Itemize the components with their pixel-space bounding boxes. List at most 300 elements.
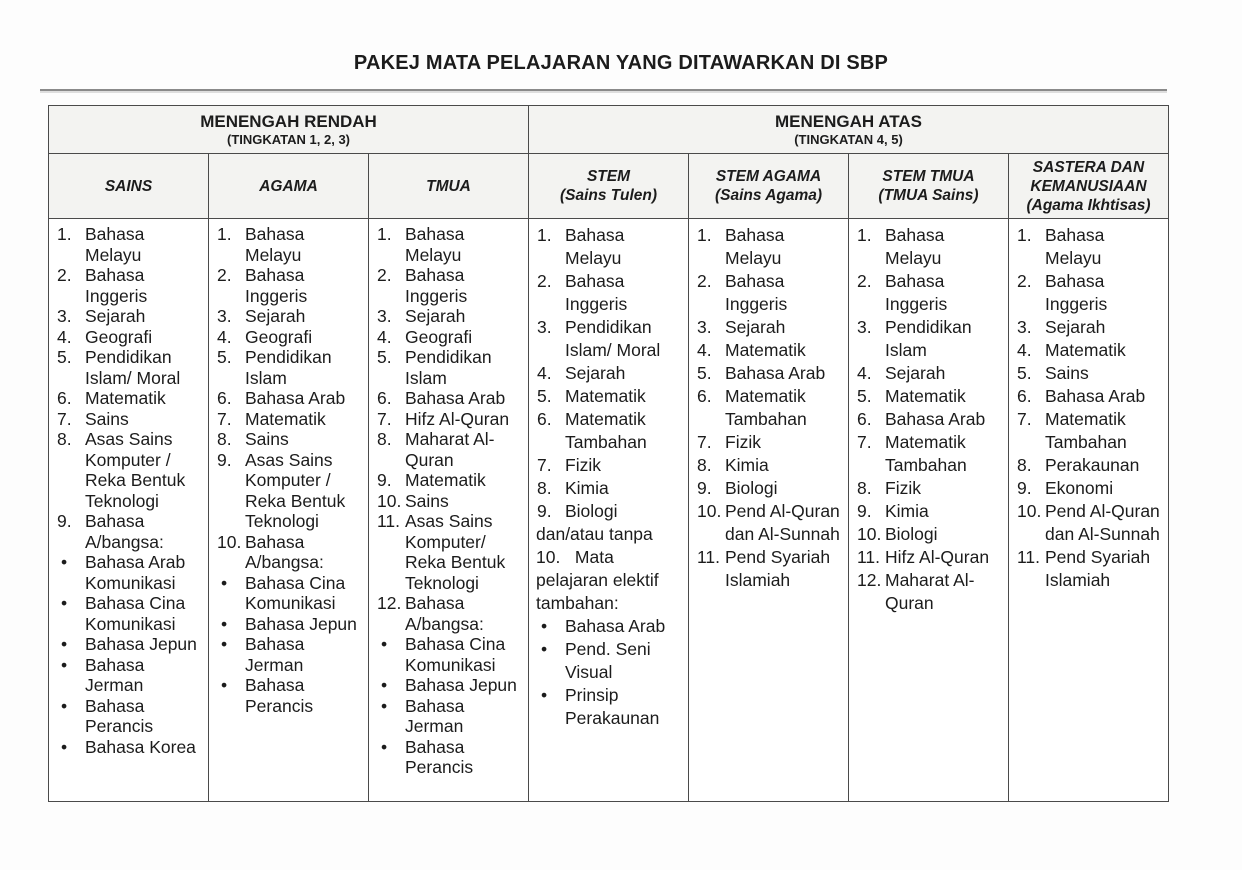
bullet-marker: • — [61, 552, 68, 572]
number-marker: 1. — [537, 225, 552, 245]
list-item-text: Geografi — [85, 326, 153, 347]
list-item — [215, 327, 360, 348]
list-item — [695, 385, 840, 431]
list-item-text: Fizik — [885, 478, 921, 498]
number-marker: 11. — [1017, 547, 1041, 567]
number-marker: 3. — [697, 317, 712, 337]
list-item-text: Bahasa A/bangsa: — [85, 511, 164, 552]
bullet-marker: • — [541, 639, 548, 659]
bullet-marker: • — [61, 634, 68, 654]
list-item-text: Fizik — [725, 432, 761, 452]
list-item-text: Bahasa Arab — [565, 616, 666, 636]
number-marker: 6. — [377, 388, 392, 408]
number-marker: 7. — [697, 432, 712, 452]
column-title: SASTERA DAN KEMANUSIAAN — [1030, 158, 1147, 195]
list-item — [215, 347, 360, 388]
number-marker: 11. — [857, 547, 881, 567]
list-item-text: Bahasa Jepun — [85, 634, 197, 654]
list-item-text: Bahasa Jerman — [405, 695, 465, 736]
list-item — [1015, 546, 1160, 592]
list-item-text: Sejarah — [565, 363, 626, 383]
list-item-text: Asas Sains Komputer/ Reka Bentuk Teknologi — [405, 511, 506, 593]
list-item-text: Pendidikan Islam — [405, 347, 492, 388]
column-title: TMUA — [426, 177, 471, 195]
list-item-text: Pend Al-Quran dan Al-Sunnah — [725, 501, 840, 544]
list-item — [55, 265, 200, 306]
list-item-text: Pendidikan Islam/ Moral — [85, 347, 181, 388]
list-item — [1015, 385, 1160, 408]
list-item-text: Sains — [85, 408, 129, 429]
list-item-text: Bahasa Melayu — [725, 225, 785, 268]
list-item-text: Bahasa Inggeris — [885, 271, 948, 314]
list-item-text: Sejarah — [85, 306, 146, 326]
number-marker: 6. — [537, 409, 552, 429]
number-marker: 5. — [1017, 363, 1032, 383]
group-header-menengah-rendah — [49, 106, 529, 154]
flush-line: dan/atau tanpa — [536, 524, 653, 544]
bullet-marker: • — [61, 654, 68, 675]
list-item — [55, 327, 200, 348]
list-item — [55, 224, 200, 265]
list-item — [375, 306, 520, 327]
list-item-text: Kimia — [725, 455, 769, 475]
number-marker: 9. — [377, 470, 392, 490]
number-marker: 3. — [217, 306, 232, 326]
list-item — [375, 737, 520, 778]
list-item — [855, 224, 1000, 270]
number-marker: 4. — [377, 326, 392, 347]
list-item-text: Bahasa Melayu — [245, 224, 305, 265]
list-item-text: Bahasa Arab — [405, 388, 506, 408]
number-marker: 9. — [857, 501, 872, 521]
number-marker: 2. — [537, 271, 552, 291]
list-item-text: Matematik — [885, 386, 966, 406]
number-marker: 2. — [57, 265, 72, 285]
column-title: SAINS — [104, 177, 153, 195]
bullet-marker: • — [61, 695, 68, 716]
list-item-text: Bahasa Jerman — [85, 654, 145, 695]
list-item-text: Pendidikan Islam/ Moral — [565, 317, 661, 360]
number-marker: 5. — [697, 363, 712, 383]
number-marker: 7. — [217, 408, 232, 429]
column-cell-tmua — [369, 219, 529, 802]
list-item — [215, 634, 360, 675]
group-title: MENENGAH RENDAH — [200, 112, 377, 131]
list-item — [375, 265, 520, 306]
list-item — [375, 675, 520, 696]
column-title: STEM — [586, 168, 631, 185]
list-item-text: Bahasa Melayu — [565, 225, 625, 268]
bullet-marker: • — [221, 572, 228, 593]
number-marker: 2. — [217, 265, 232, 285]
number-marker: 4. — [57, 326, 72, 347]
number-marker: 8. — [537, 478, 552, 498]
list-item-text: Matematik Tambahan — [885, 432, 967, 475]
list-item-text: Asas Sains Komputer / Reka Bentuk Teknologi — [245, 449, 346, 531]
group-subtitle: (TINGKATAN 1, 2, 3) — [226, 132, 351, 147]
list-item — [55, 655, 200, 696]
list-item-text: Matematik Tambahan — [1045, 409, 1127, 452]
list-item — [1015, 477, 1160, 500]
bullet-marker: • — [221, 634, 228, 654]
list-item-text: Matematik Tambahan — [725, 386, 807, 429]
list-item-text: Sejarah — [1045, 317, 1106, 337]
list-item-text: Bahasa Perancis — [85, 695, 154, 736]
table-body-row — [49, 219, 1169, 802]
list-item — [375, 224, 520, 265]
list-item — [855, 385, 1000, 408]
list-item — [535, 362, 680, 385]
list-item-text: Sejarah — [725, 317, 786, 337]
list-item-text: Bahasa Arab — [245, 388, 346, 408]
group-title: MENENGAH ATAS — [774, 112, 922, 131]
number-marker: 8. — [377, 429, 392, 449]
column-header-row — [49, 154, 1169, 219]
number-marker: 5. — [57, 347, 72, 367]
list-item-text: Biologi — [885, 524, 938, 544]
list-item — [535, 316, 680, 362]
list-item — [695, 224, 840, 270]
column-header-agama — [209, 154, 369, 219]
list-item — [375, 634, 520, 675]
list-item — [855, 408, 1000, 431]
number-marker: 7. — [377, 408, 392, 429]
list-item-text: Sains — [245, 429, 289, 449]
number-marker: 6. — [217, 388, 232, 408]
number-marker: 4. — [1017, 340, 1032, 360]
list-item-text: Pend. Seni Visual — [565, 639, 651, 682]
number-marker: 7. — [57, 408, 72, 429]
list-item-text: Bahasa A/bangsa: — [405, 593, 484, 634]
bullet-marker: • — [381, 634, 388, 654]
list-item — [695, 316, 840, 339]
list-item — [215, 224, 360, 265]
number-marker: 10. — [1017, 501, 1042, 521]
list-item — [1015, 339, 1160, 362]
list-item — [855, 546, 1000, 569]
number-marker: 8. — [57, 429, 72, 449]
list-item — [55, 511, 200, 552]
column-cell-stem-agama — [689, 219, 849, 802]
column-title: AGAMA — [259, 177, 318, 195]
number-marker: 1. — [857, 225, 872, 245]
number-marker: 9. — [57, 511, 72, 531]
number-marker: 2. — [697, 271, 712, 291]
list-item — [375, 327, 520, 348]
list-item — [535, 477, 680, 500]
list-item-text: Sains — [1045, 363, 1089, 383]
number-marker: 3. — [537, 317, 552, 337]
list-item — [535, 454, 680, 477]
list-item-text: Hifz Al-Quran — [405, 408, 510, 429]
number-marker: 10. — [857, 524, 882, 544]
list-item-text: Bahasa Arab — [725, 363, 826, 383]
list-item-text: Pend Syariah Islamiah — [1045, 547, 1151, 590]
list-item-text: Bahasa Jepun — [245, 613, 357, 634]
number-marker: 10. — [697, 501, 722, 521]
list-item-text: Biologi — [565, 501, 618, 521]
bullet-marker: • — [61, 593, 68, 613]
list-item — [55, 409, 200, 430]
list-item-text: Hifz Al-Quran — [885, 547, 990, 567]
column-cell-stem-tmua — [849, 219, 1009, 802]
list-item — [375, 429, 520, 470]
number-marker: 7. — [537, 455, 552, 475]
number-marker: 5. — [377, 347, 392, 367]
list-item-text: Bahasa Cina Komunikasi — [245, 572, 346, 613]
list-item-text: Pend Al-Quran dan Al-Sunnah — [1045, 501, 1160, 544]
list-item — [55, 737, 200, 758]
list-item-text: Bahasa Cina Komunikasi — [405, 634, 506, 675]
number-marker: 11. — [377, 511, 401, 531]
column-cell-sastera — [1009, 219, 1169, 802]
list-item — [55, 347, 200, 388]
bullet-marker: • — [541, 616, 548, 636]
list-item — [375, 696, 520, 737]
number-marker: 7. — [857, 432, 872, 452]
list-item-text: Matematik — [405, 470, 486, 490]
number-marker: 4. — [217, 326, 232, 347]
number-marker: 2. — [857, 271, 872, 291]
column-title: STEM TMUA — [882, 168, 975, 185]
list-item — [55, 429, 200, 511]
list-item — [215, 573, 360, 614]
list-item — [55, 634, 200, 655]
list-item — [55, 593, 200, 634]
number-marker: 1. — [1017, 225, 1032, 245]
list-item-text: Bahasa Arab Komunikasi — [85, 552, 186, 593]
flush-line: 10. Mata pelajaran elektif tambahan: — [536, 547, 659, 613]
list-item — [695, 431, 840, 454]
list-item — [535, 224, 680, 270]
list-item-text: Bahasa Inggeris — [245, 265, 308, 306]
number-marker: 9. — [1017, 478, 1032, 498]
list-item-text: Sains — [405, 490, 449, 511]
list-item — [535, 615, 680, 638]
subject-packages-table — [48, 105, 1169, 802]
list-item-text: Matematik — [85, 388, 166, 408]
column-header-stem-agama — [689, 154, 849, 219]
number-marker: 6. — [57, 388, 72, 408]
list-item — [855, 569, 1000, 615]
bullet-marker: • — [541, 685, 548, 705]
list-item — [695, 362, 840, 385]
list-item-text: Geografi — [405, 326, 473, 347]
bullet-marker: • — [381, 736, 388, 757]
number-marker: 8. — [1017, 455, 1032, 475]
list-item-text: Bahasa Arab — [1045, 386, 1146, 406]
number-marker: 4. — [857, 363, 872, 383]
list-item-text: Asas Sains Komputer / Reka Bentuk Teknologi — [85, 429, 186, 511]
list-item-text: Matematik — [245, 408, 326, 429]
list-item-text: Matematik — [1045, 340, 1126, 360]
number-marker: 5. — [217, 347, 232, 367]
list-item — [855, 523, 1000, 546]
list-item-text: Bahasa Inggeris — [725, 271, 788, 314]
list-item — [1015, 408, 1160, 454]
list-item — [215, 614, 360, 635]
number-marker: 10. — [377, 490, 402, 511]
horizontal-rule — [40, 89, 1167, 93]
list-item — [535, 684, 680, 730]
number-marker: 1. — [217, 224, 232, 244]
list-item — [695, 477, 840, 500]
list-item-text: Fizik — [565, 455, 601, 475]
list-item — [1015, 270, 1160, 316]
number-marker: 9. — [697, 478, 712, 498]
list-item — [375, 388, 520, 409]
number-marker: 1. — [57, 224, 72, 244]
list-item — [375, 347, 520, 388]
number-marker: 6. — [857, 409, 872, 429]
list-item — [375, 593, 520, 634]
list-item-text: Maharat Al-Quran — [405, 429, 495, 470]
column-cell-sains — [49, 219, 209, 802]
list-item — [215, 265, 360, 306]
list-item-text: Prinsip Perakaunan — [565, 685, 660, 728]
number-marker: 9. — [217, 449, 232, 470]
number-marker: 3. — [57, 306, 72, 326]
list-item — [375, 409, 520, 430]
list-item — [695, 454, 840, 477]
list-item-text: Biologi — [725, 478, 778, 498]
column-subtitle: (TMUA Sains) — [878, 187, 979, 204]
list-item — [215, 532, 360, 573]
list-item-text: Bahasa Melayu — [405, 224, 465, 265]
list-item — [55, 552, 200, 593]
list-item — [535, 638, 680, 684]
group-header-menengah-atas — [529, 106, 1169, 154]
list-item — [55, 306, 200, 327]
number-marker: 12. — [857, 570, 882, 590]
number-marker: 2. — [1017, 271, 1032, 291]
list-item — [695, 500, 840, 546]
list-item — [215, 306, 360, 327]
number-marker: 4. — [537, 363, 552, 383]
list-item — [1015, 454, 1160, 477]
list-item — [855, 431, 1000, 477]
number-marker: 8. — [217, 429, 232, 449]
list-item-text: Bahasa Jerman — [245, 634, 305, 675]
list-item — [215, 388, 360, 409]
column-header-sastera — [1009, 154, 1169, 219]
column-subtitle: (Sains Tulen) — [559, 187, 658, 204]
column-title: STEM AGAMA — [715, 168, 822, 185]
list-item — [535, 270, 680, 316]
list-item-text: Bahasa Cina Komunikasi — [85, 593, 186, 634]
list-item-text: Bahasa Jepun — [405, 675, 517, 695]
number-marker: 9. — [537, 501, 552, 521]
list-item-text: Ekonomi — [1045, 478, 1114, 498]
number-marker: 12. — [377, 593, 402, 613]
list-item — [1015, 500, 1160, 546]
list-item — [215, 409, 360, 430]
list-item-text: Bahasa Perancis — [245, 675, 314, 716]
number-marker: 1. — [697, 225, 712, 245]
number-marker: 5. — [857, 386, 872, 406]
group-subtitle: (TINGKATAN 4, 5) — [794, 132, 903, 147]
list-item-text: Matematik — [565, 386, 646, 406]
list-item-text: Pend Syariah Islamiah — [725, 547, 831, 590]
table-header — [49, 106, 1169, 219]
list-item-text: Bahasa Korea — [85, 736, 196, 757]
list-item — [55, 388, 200, 409]
list-item — [695, 339, 840, 362]
group-header-row — [49, 106, 1169, 154]
list-item-text: Matematik — [725, 340, 806, 360]
column-subtitle: (Sains Agama) — [714, 187, 823, 204]
list-item-text: Bahasa Melayu — [85, 224, 145, 265]
bullet-marker: • — [61, 736, 68, 757]
column-subtitle: (Agama Ikhtisas) — [1026, 196, 1151, 214]
number-marker: 6. — [697, 386, 712, 406]
number-marker: 3. — [1017, 317, 1032, 337]
list-item-text: Sejarah — [245, 306, 306, 326]
list-item — [855, 270, 1000, 316]
list-item — [695, 270, 840, 316]
list-item-text: Bahasa Melayu — [885, 225, 945, 268]
column-cell-stem — [529, 219, 689, 802]
list-item — [375, 470, 520, 491]
list-item — [215, 450, 360, 532]
number-marker: 10. — [217, 531, 242, 552]
bullet-marker: • — [221, 675, 228, 695]
number-marker: 11. — [697, 547, 721, 567]
list-item-text: Maharat Al-Quran — [885, 570, 975, 613]
column-header-stem — [529, 154, 689, 219]
list-item-text: Matematik Tambahan — [565, 409, 647, 452]
list-item-text: Bahasa Perancis — [405, 736, 474, 777]
list-item-text: Bahasa Melayu — [1045, 225, 1105, 268]
list-item — [1015, 224, 1160, 270]
list-item — [855, 500, 1000, 523]
list-item-text: Geografi — [245, 326, 313, 347]
list-item-text: Bahasa Inggeris — [565, 271, 628, 314]
list-item-text: Pendidikan Islam — [245, 347, 332, 388]
list-item — [55, 696, 200, 737]
bullet-marker: • — [221, 613, 228, 634]
list-item — [695, 546, 840, 592]
list-item-text: Kimia — [565, 478, 609, 498]
list-item — [1015, 362, 1160, 385]
list-item-text: Sejarah — [405, 306, 466, 326]
number-marker: 8. — [697, 455, 712, 475]
list-item — [375, 491, 520, 512]
list-item-text: Bahasa Inggeris — [1045, 271, 1108, 314]
list-item — [535, 408, 680, 454]
number-marker: 3. — [377, 306, 392, 326]
list-item-text: Pendidikan Islam — [885, 317, 972, 360]
list-item — [855, 477, 1000, 500]
column-header-stem-tmua — [849, 154, 1009, 219]
list-item-text: Perakaunan — [1045, 455, 1140, 475]
number-marker: 4. — [697, 340, 712, 360]
list-item-text: Bahasa A/bangsa: — [245, 531, 324, 572]
list-item-text: Bahasa Inggeris — [405, 265, 468, 306]
list-item — [1015, 316, 1160, 339]
bullet-marker: • — [381, 695, 388, 716]
list-item — [855, 362, 1000, 385]
number-marker: 6. — [1017, 386, 1032, 406]
column-cell-agama — [209, 219, 369, 802]
number-marker: 1. — [377, 224, 392, 244]
number-marker: 8. — [857, 478, 872, 498]
list-item-text: Kimia — [885, 501, 929, 521]
number-marker: 2. — [377, 265, 392, 285]
list-item — [215, 429, 360, 450]
column-header-sains — [49, 154, 209, 219]
column-header-tmua — [369, 154, 529, 219]
